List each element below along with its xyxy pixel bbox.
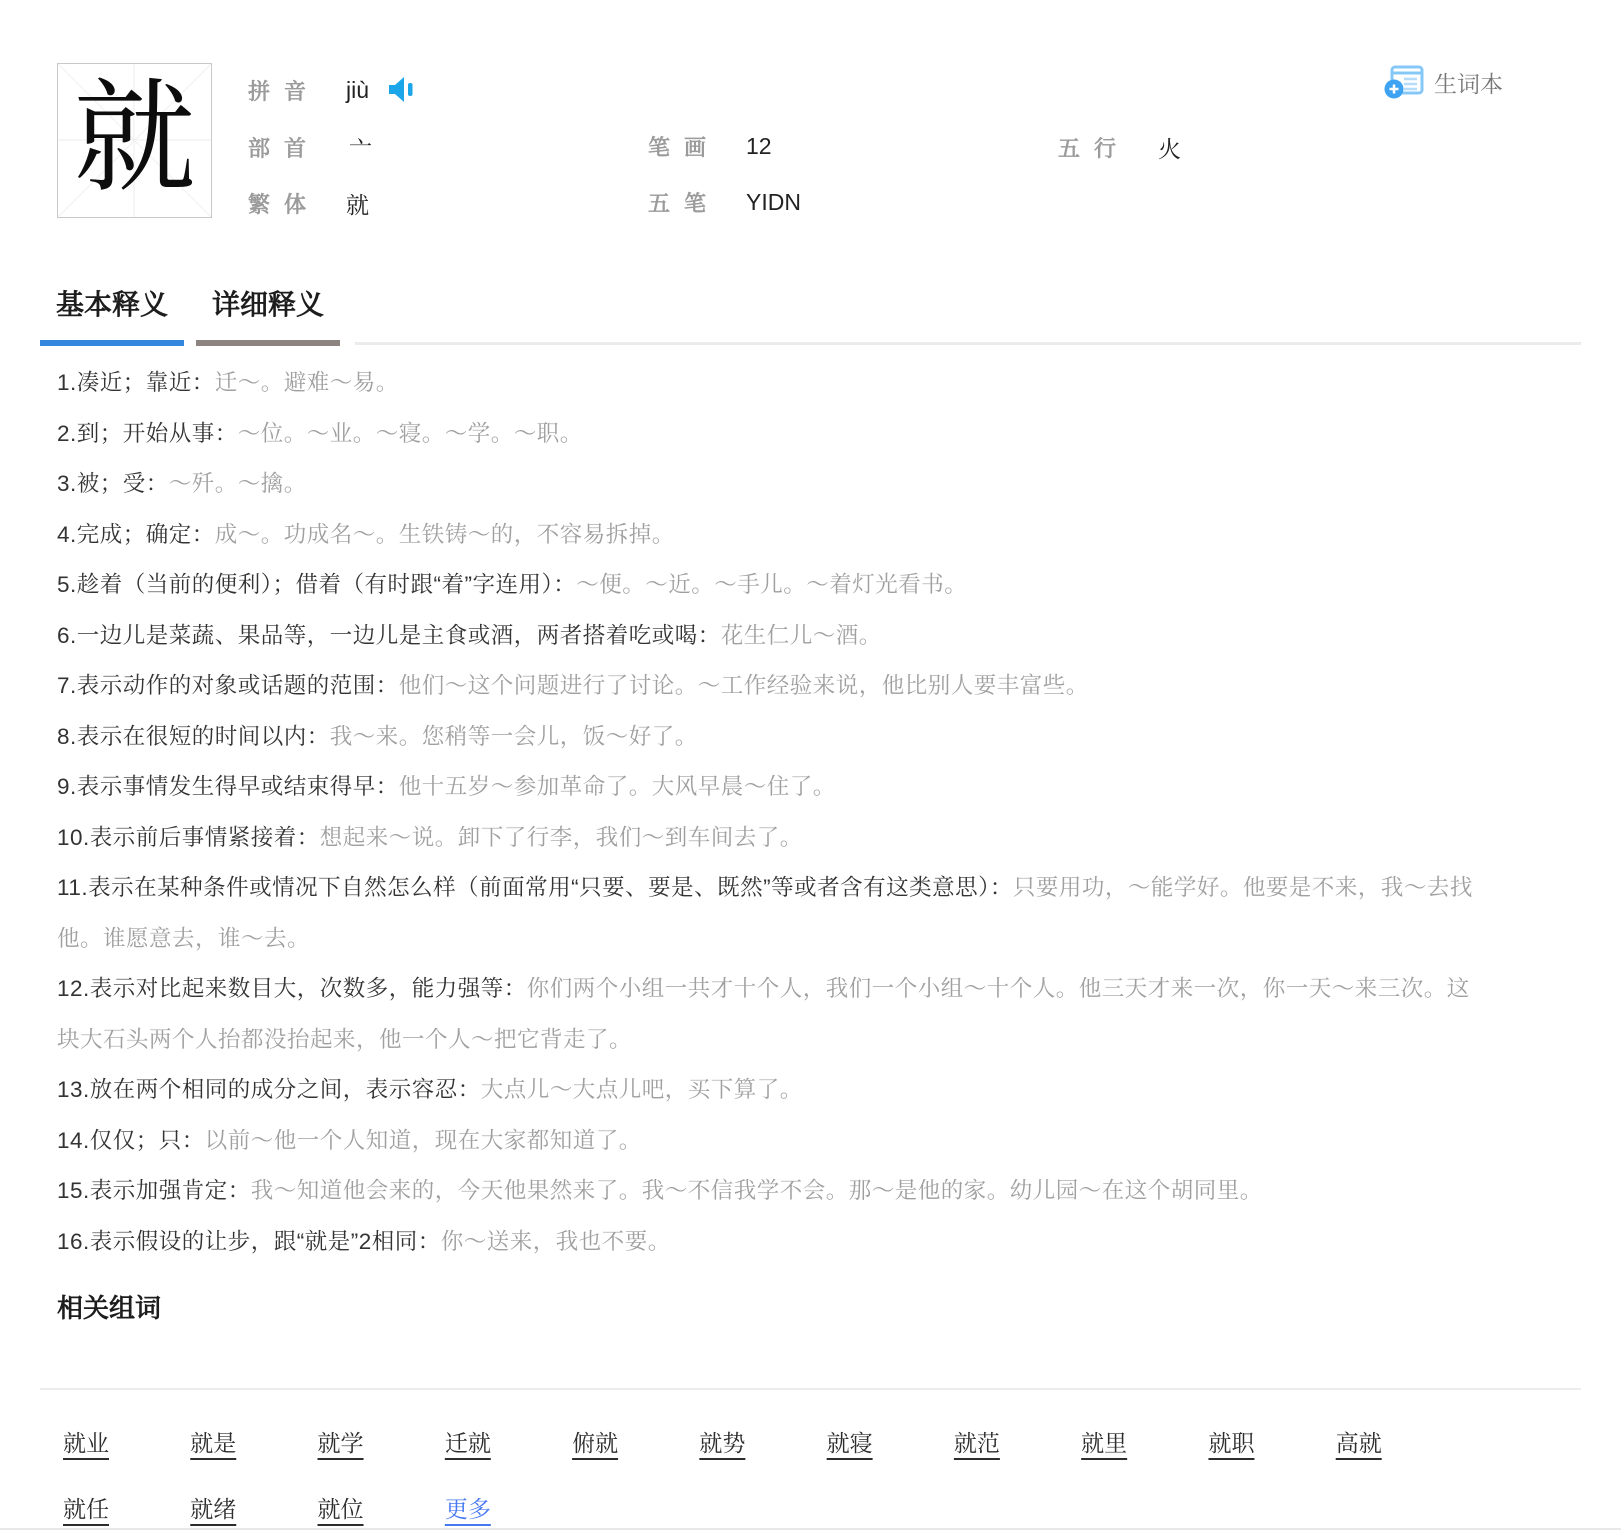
definition-item <box>57 1065 1487 1116</box>
tab-detailed-definition[interactable]: 详细释义 <box>196 283 340 346</box>
definition-example: 只要用功，～能学好。他要是不来，我～去找他。谁愿意去，谁～去。 <box>57 875 1473 951</box>
related-words-grid <box>63 1428 1463 1524</box>
pronunciation-audio-button[interactable] <box>387 76 417 106</box>
strokes-label: 笔画 <box>648 135 721 160</box>
definition-example: 想起来～说。卸下了行李，我们～到车间去了。 <box>319 824 803 850</box>
related-word-link[interactable]: 就业 <box>63 1430 109 1456</box>
radical-label: 部首 <box>248 136 321 161</box>
related-word-link[interactable]: 就绪 <box>190 1496 237 1522</box>
wuxing-value: 火 <box>1158 136 1182 162</box>
definition-item <box>57 1116 1487 1167</box>
definition-example: 我～来。您稍等一会儿，饭～好了。 <box>329 723 698 749</box>
definition-example: ～歼。～擒。 <box>168 471 307 496</box>
speaker-icon <box>387 76 417 106</box>
radical-value: 亠 <box>349 136 373 162</box>
definition-text: 2.到；开始从事： <box>57 420 238 446</box>
definition-item <box>57 409 1487 460</box>
definition-text: 10.表示前后事情紧接着： <box>57 824 320 850</box>
wuxing-field <box>1058 131 1181 164</box>
tab-bar-divider <box>355 342 1581 345</box>
definition-text: 8.表示在很短的时间以内： <box>57 723 330 749</box>
character-glyph: 就 <box>73 66 196 209</box>
definition-text: 15.表示加强肯定： <box>57 1178 251 1203</box>
definition-item <box>57 358 1487 409</box>
definition-example: 以前～他一个人知道，现在大家都知道了。 <box>204 1127 642 1153</box>
definition-text: 12.表示对比起来数目大，次数多，能力强等： <box>57 976 527 1001</box>
definition-item <box>57 661 1487 712</box>
related-word-link[interactable]: 就里 <box>1081 1430 1128 1456</box>
more-words-link[interactable]: 更多 <box>444 1496 491 1522</box>
related-word-link[interactable]: 就学 <box>317 1430 364 1456</box>
wordbook-label: 生词本 <box>1434 71 1503 97</box>
strokes-value: 12 <box>746 133 772 159</box>
related-words-heading: 相关组词 <box>57 1293 162 1323</box>
definition-text: 5.趁着（当前的便利）；借着（有时跟“着”字连用）： <box>57 572 577 597</box>
definition-example: 他们～这个问题进行了讨论。～工作经验来说，他比别人要丰富些。 <box>398 673 1089 698</box>
definition-tabs <box>40 283 1581 346</box>
definition-example: 花生仁儿～酒。 <box>720 622 882 648</box>
definition-item <box>57 712 1487 763</box>
definition-item <box>57 611 1487 662</box>
definition-item <box>57 560 1487 611</box>
traditional-label: 繁体 <box>248 192 321 217</box>
definition-text: 6.一边儿是菜蔬、果品等，一边儿是主食或酒，两者搭着吃或喝： <box>57 622 721 648</box>
related-word-link[interactable]: 就任 <box>63 1496 109 1522</box>
definition-text: 3.被；受： <box>57 471 169 496</box>
definition-example: 大点儿～大点儿吧，买下算了。 <box>480 1077 803 1102</box>
definition-example: 你们两个小组一共才十个人，我们一个小组～十个人。他三天才来一次，你一天～来三次。这块大石头两个人抬都没抬起来，他一个人～把它背走了。 <box>57 976 1470 1052</box>
definition-example: ～位。～业。～寝。～学。～职。 <box>237 420 583 446</box>
wubi-value: YIDN <box>746 189 801 215</box>
definition-text: 1.凑近；靠近： <box>57 370 215 395</box>
definitions-list <box>57 358 1487 1267</box>
definition-item <box>57 813 1487 864</box>
wordbook-button[interactable] <box>1383 62 1503 103</box>
definition-example: 他十五岁～参加革命了。大风早晨～住了。 <box>398 774 836 799</box>
definition-item <box>57 510 1487 561</box>
definition-text: 9.表示事情发生得早或结束得早： <box>57 774 399 799</box>
definition-example: ～便。～近。～手儿。～着灯光看书。 <box>576 572 968 597</box>
character-header <box>0 0 1621 270</box>
notebook-add-icon <box>1383 62 1425 103</box>
definition-text: 11.表示在某种条件或情况下自然怎么样（前面常用“只要、要是、既然”等或者含有这类意思）： <box>57 875 1013 900</box>
related-word-link[interactable]: 就是 <box>190 1430 237 1456</box>
related-words-divider <box>40 1388 1581 1390</box>
definition-item <box>57 1166 1487 1217</box>
definition-text: 4.完成；确定： <box>57 521 215 547</box>
definition-item <box>57 863 1487 964</box>
related-word-link[interactable]: 就职 <box>1208 1430 1255 1456</box>
pinyin-value: jiù <box>346 77 370 103</box>
tab-basic-definition[interactable]: 基本释义 <box>40 283 184 346</box>
definition-text: 13.放在两个相同的成分之间，表示容忍： <box>57 1077 481 1102</box>
wubi-label: 五笔 <box>648 191 721 216</box>
related-word-link[interactable]: 就寝 <box>826 1430 873 1456</box>
related-word-link[interactable]: 就范 <box>953 1430 1000 1456</box>
definition-text: 7.表示动作的对象或话题的范围： <box>57 673 399 698</box>
definition-example: 成～。功成名～。生铁铸～的，不容易拆掉。 <box>214 521 675 547</box>
definition-example: 你～送来，我也不要。 <box>440 1228 671 1254</box>
strokes-field <box>648 131 772 162</box>
traditional-value: 就 <box>346 192 370 218</box>
bottom-divider <box>0 1528 1621 1530</box>
traditional-field <box>248 187 369 220</box>
radical-field <box>248 131 372 164</box>
related-word-link[interactable]: 迁就 <box>444 1430 491 1456</box>
wuxing-label: 五行 <box>1058 136 1131 161</box>
definition-item <box>57 459 1487 510</box>
pinyin-label: 拼音 <box>248 79 321 104</box>
definition-text: 14.仅仅；只： <box>57 1127 205 1153</box>
definition-item <box>57 964 1487 1065</box>
character-image <box>57 63 212 218</box>
definition-item <box>57 762 1487 813</box>
wubi-field <box>648 187 801 218</box>
definition-example: 我～知道他会来的，今天他果然来了。我～不信我学不会。那～是他的家。幼儿园～在这个胡同里。 <box>250 1178 1263 1203</box>
related-word-link[interactable]: 俯就 <box>572 1430 619 1456</box>
related-word-link[interactable]: 就势 <box>699 1430 746 1456</box>
definition-text: 16.表示假设的让步，跟“就是”2相同： <box>57 1228 441 1254</box>
definition-item <box>57 1217 1487 1268</box>
related-word-link[interactable]: 就位 <box>317 1496 364 1522</box>
pinyin-field <box>248 75 417 106</box>
related-word-link[interactable]: 高就 <box>1335 1430 1382 1456</box>
definition-example: 迁～。避难～易。 <box>214 370 399 395</box>
